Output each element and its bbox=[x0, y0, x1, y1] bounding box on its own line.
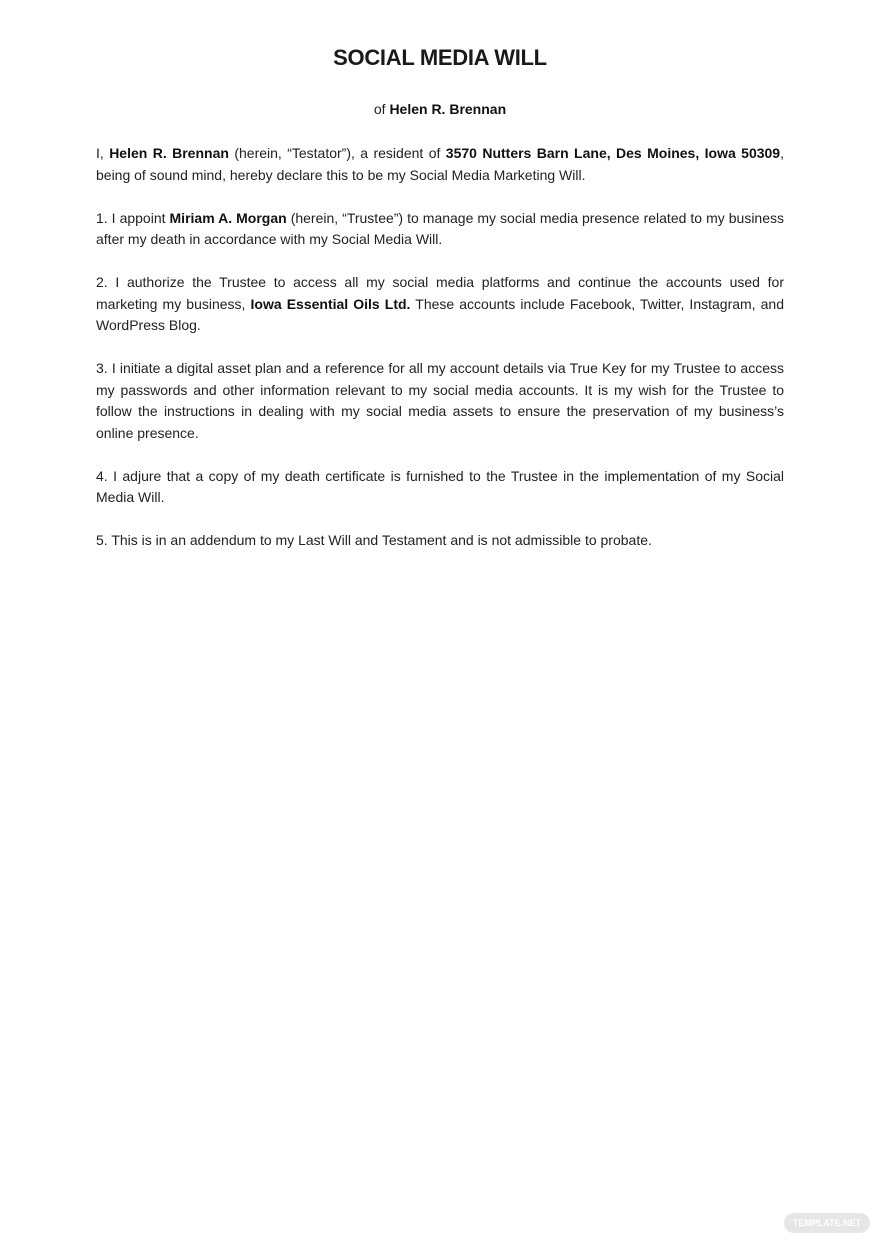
document-title: SOCIAL MEDIA WILL bbox=[333, 45, 547, 70]
testator-name: Helen R. Brennan bbox=[109, 145, 229, 161]
clause-4 bbox=[96, 466, 784, 509]
text: 5. This is in an addendum to my Last Will and Testament and is not admissible to probate. bbox=[96, 532, 652, 548]
intro-paragraph bbox=[96, 143, 784, 186]
text: (herein, “Trustee”) to manage my social media presence related to my business after my death in accordance with my Social Media Will. bbox=[96, 209, 784, 247]
text: 1. I appoint bbox=[96, 209, 170, 226]
document-body bbox=[96, 143, 784, 573]
text: 4. I adjure that a copy of my death certificate is furnished to the Trustee in the implementation of my Social Media Will. bbox=[96, 467, 784, 505]
testator-subtitle bbox=[0, 101, 880, 117]
subtitle-prefix: of bbox=[373, 101, 390, 117]
clause-3 bbox=[96, 358, 784, 444]
text: I, bbox=[96, 145, 110, 161]
trustee-name: Miriam A. Morgan bbox=[169, 209, 287, 226]
subtitle-name: Helen R. Brennan bbox=[389, 101, 507, 117]
text: (herein, “Testator”), a resident of bbox=[228, 145, 446, 161]
clause-5 bbox=[96, 530, 784, 552]
text: 3. I initiate a digital asset plan and a reference for all my account details via True Key for my Trustee to access my passwords and other information relevant to my social media accounts. It is my wish for the Trustee to follow the instructions in dealing with my social media assets to ensure the preservation of my business’s online presence. bbox=[96, 360, 784, 441]
template-watermark: TEMPLATE.NET bbox=[784, 1213, 870, 1233]
text: These accounts include Facebook, Twitter, Instagram, and WordPress Blog. bbox=[96, 295, 785, 333]
clause-1 bbox=[96, 208, 784, 251]
text: , being of sound mind, hereby declare this to be my Social Media Marketing Will. bbox=[96, 145, 784, 183]
clause-2 bbox=[96, 272, 784, 337]
text: 2. I authorize the Trustee to access all my social media platforms and continue the accounts used for marketing my business, bbox=[96, 274, 784, 312]
testator-address: 3570 Nutters Barn Lane, Des Moines, Iowa 50309 bbox=[445, 145, 781, 161]
business-name: Iowa Essential Oils Ltd. bbox=[250, 295, 411, 312]
